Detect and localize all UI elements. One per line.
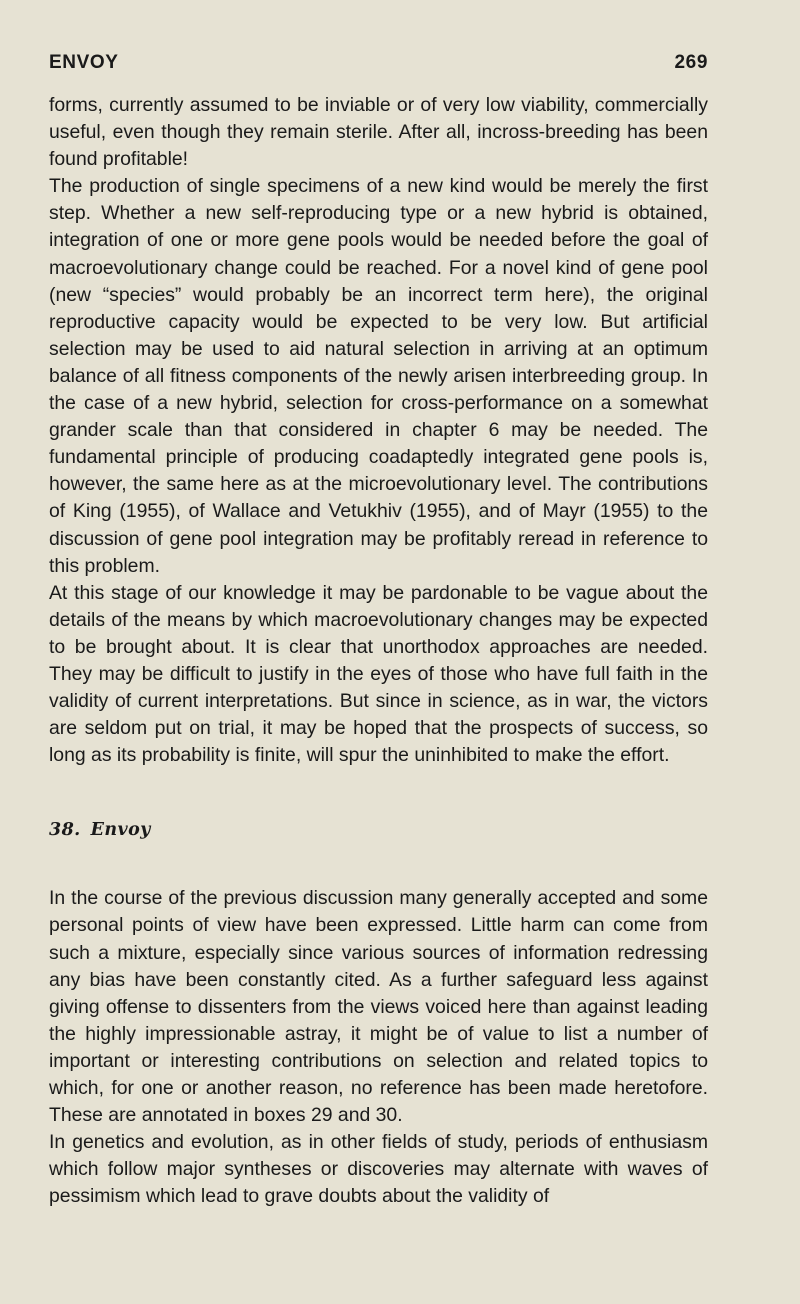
section-number: 38.: [49, 820, 81, 841]
paragraph-production: The production of single specimens of a new kind would be merely the first step. Whether a new self-reproducing type or a new hybrid is obtained, integration of one or more gene pools would be needed before the goal of macroevolutionary change could be reached. For a novel kind of gene pool (new “species” would probably be an incorrect term here), the original reproductive capacity would be expected to be very low. But artificial selection may be used to aid natural selection in arriving at an optimum balance of all fitness components of the newly arisen interbreeding group. In the case of a new hybrid, selection for cross-performance on a somewhat grander scale than that considered in chapter 6 may be needed. The fundamental principle of producing coadaptedly integrated gene pools is, however, the same here as at the microevolutionary level. The contributions of King (1955), of Wallace and Vetukhiv (1955), and of Mayr (1955) to the discussion of gene pool integration may be profitably reread in reference to this problem.: [49, 175, 708, 577]
paragraph-genetics: In genetics and evolution, as in other fields of study, periods of enthusiasm which follow major syntheses or discoveries may alternate with waves of pessimism which lead to grave doubts about the validity of: [49, 1131, 708, 1208]
paragraph-continuation: forms, currently assumed to be inviable or of very low viability, commercially useful, even though they remain sterile. After all, incross-breeding has been found profitable!: [49, 94, 708, 171]
page-number: 269: [674, 52, 708, 73]
running-head: [49, 52, 708, 80]
paragraph-knowledge: At this stage of our knowledge it may be pardonable to be vague about the details of the means by which macroevolutionary changes may be expected to be brought about. It is clear that unorthodox approaches are needed. They may be difficult to justify in the eyes of those who have full faith in the validity of current interpretations. But since in science, as in war, the victors are seldom put on trial, it may be hoped that the prospects of success, so long as its probability is finite, will spur the uninhibited to make the effort.: [49, 581, 708, 767]
paragraph-discussion: In the course of the previous discussion many generally accepted and some personal points of view have been expressed. Little harm can come from such a mixture, especially since various sources of information redressing any bias have been constantly cited. As a further safeguard less against giving offense to dissenters from the views voiced here than against leading the highly impressionable astray, it might be of value to list a number of important or interesting contributions on selection and related topics to which, for one or another reason, no reference has been made heretofore. These are annotated in boxes 29 and 30.: [49, 887, 708, 1127]
section-heading: [49, 817, 708, 843]
book-page: [49, 52, 708, 1210]
running-head-title: ENVOY: [49, 52, 119, 73]
section-title: Envoy: [90, 820, 151, 841]
